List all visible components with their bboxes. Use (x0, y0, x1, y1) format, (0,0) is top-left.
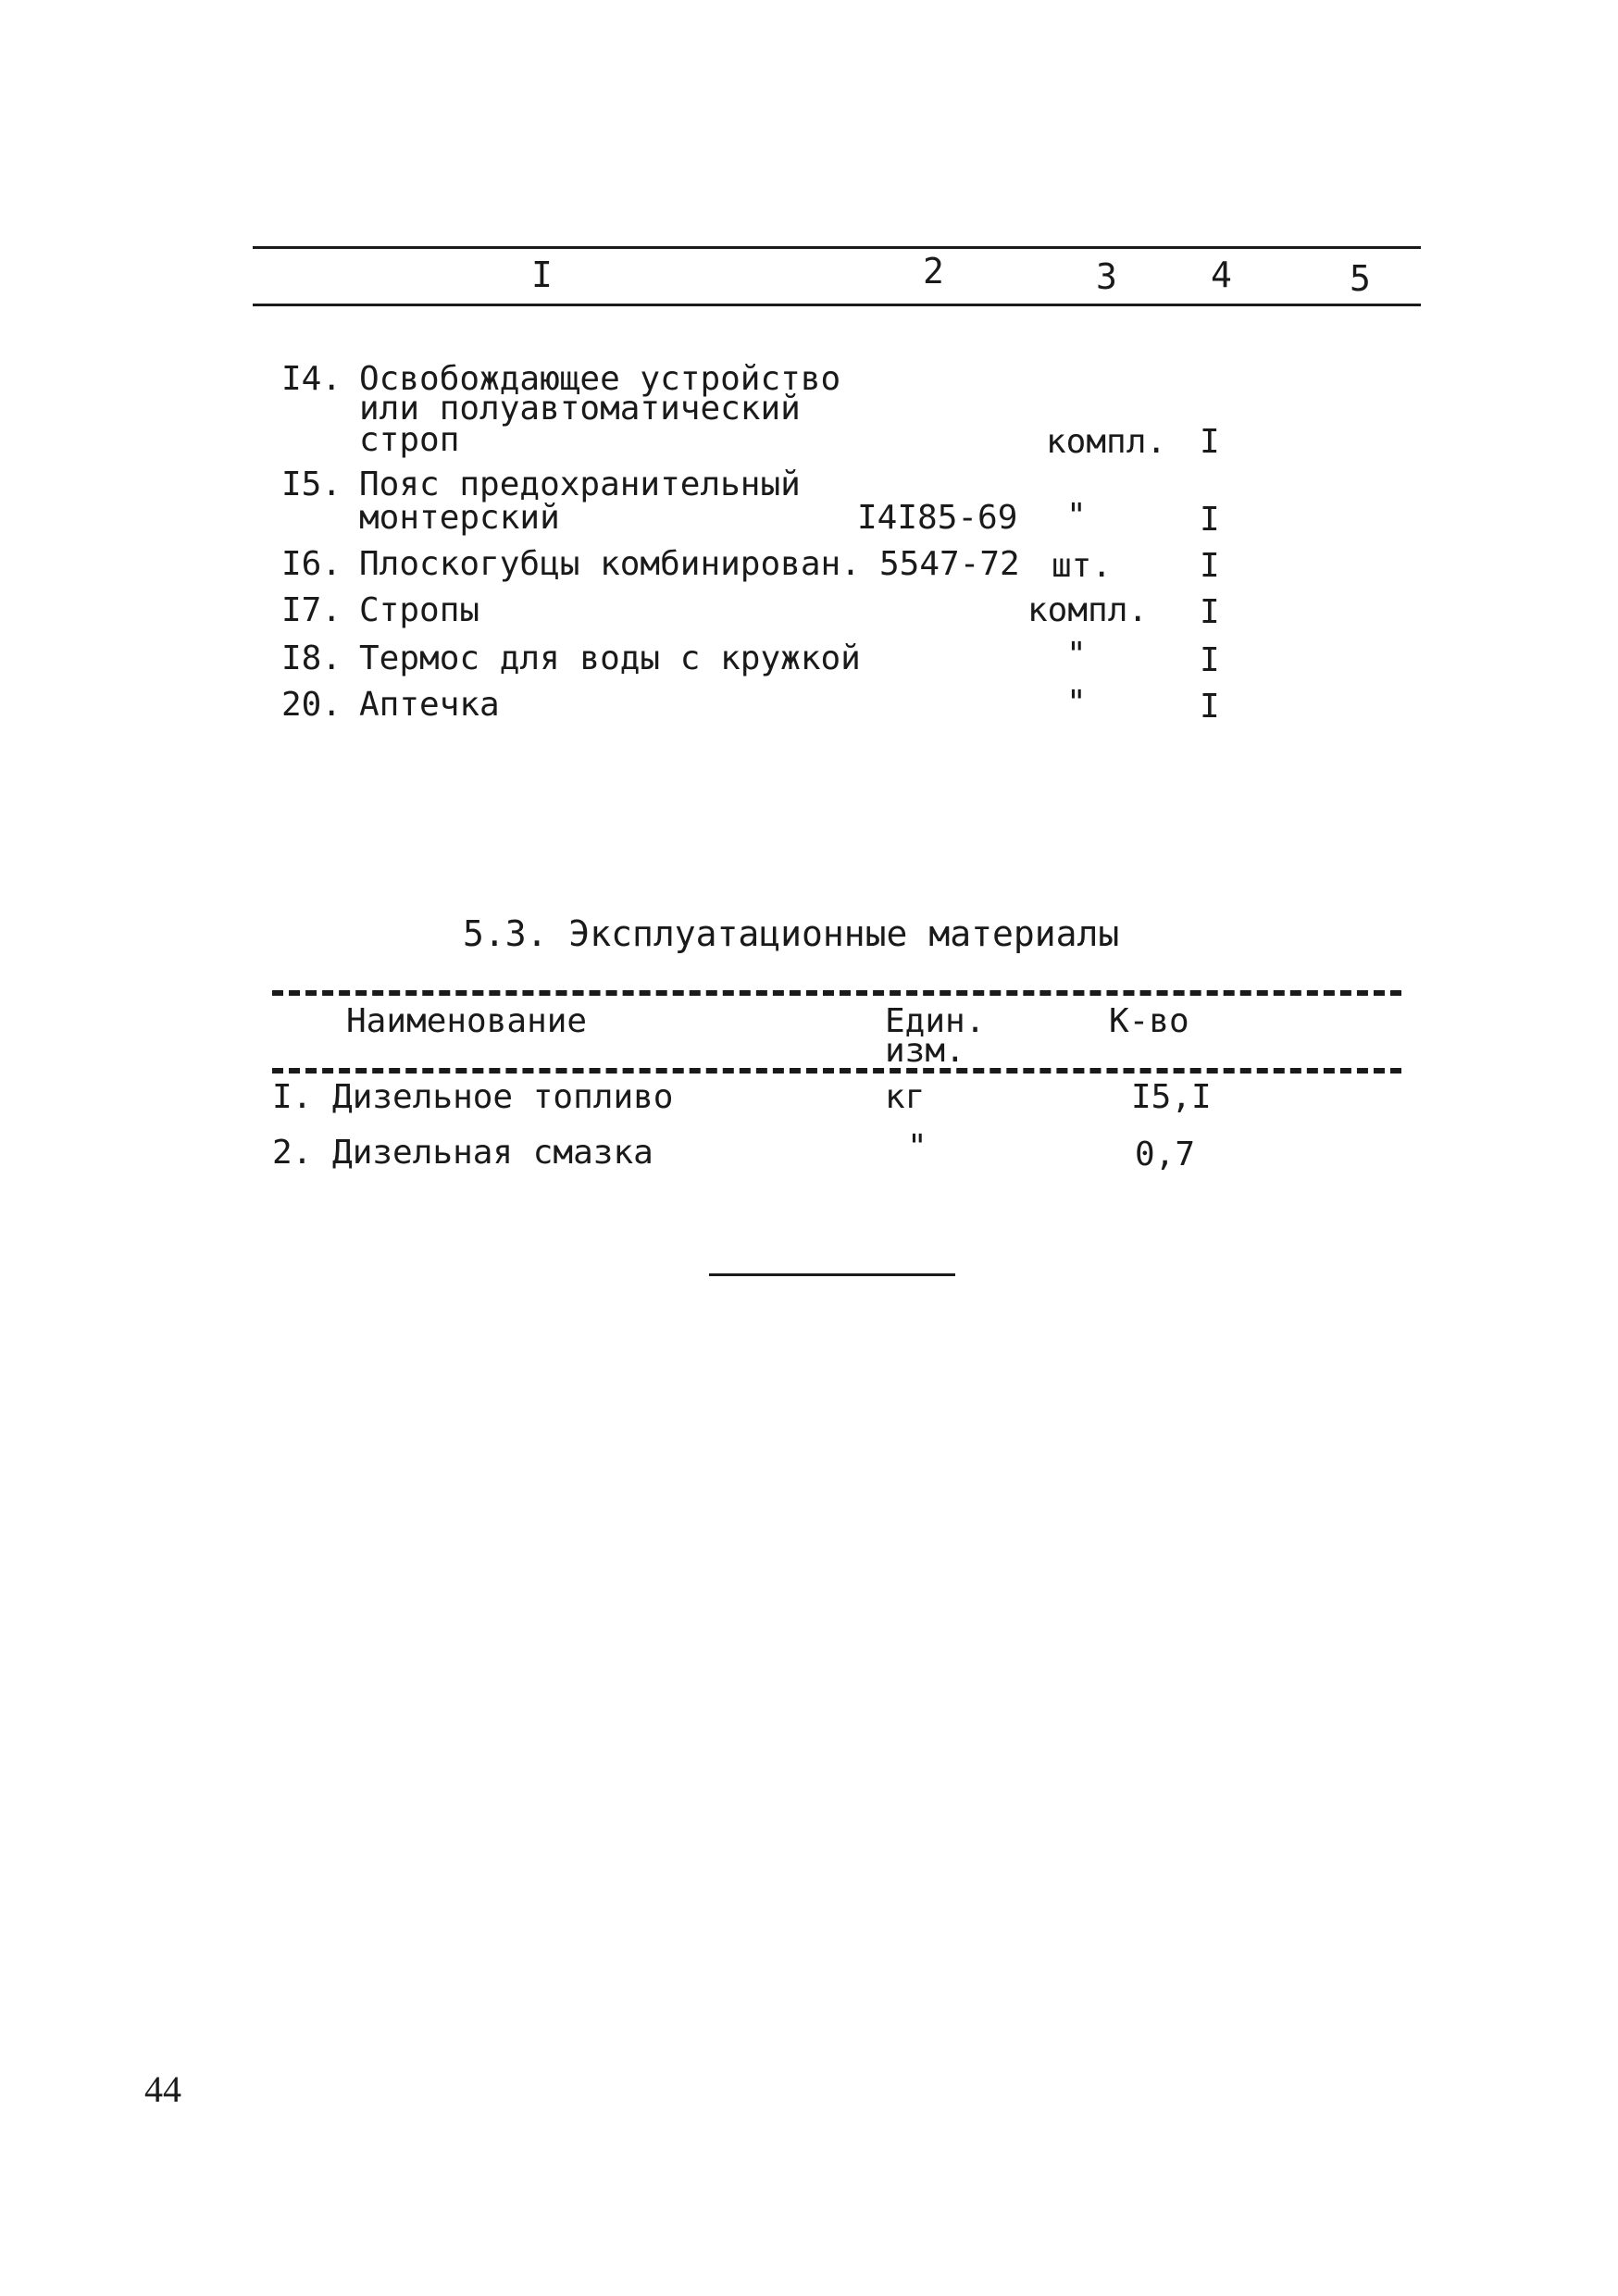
material-name: 2. Дизельная смазка (272, 1134, 653, 1172)
table1-header-rule (253, 304, 1421, 306)
row-name-line: Пояс предохранительный (359, 465, 801, 503)
material-unit: " (907, 1128, 927, 1166)
column-header-name: Наименование (346, 1002, 588, 1040)
row-qty: I (1200, 593, 1220, 631)
column-header-qty: К-во (1109, 1002, 1189, 1040)
row-qty: I (1200, 501, 1220, 539)
row-unit: " (1066, 684, 1087, 722)
row-number: 20. (281, 686, 342, 724)
page-number: 44 (144, 2068, 181, 2110)
row-name-line: строп (359, 421, 460, 459)
column-header-unit: изм. (885, 1032, 965, 1070)
table1-col-5-header: 5 (1350, 258, 1371, 299)
section-title: 5.3. Эксплуатационные материалы (463, 913, 1120, 954)
material-name: I. Дизельное топливо (272, 1078, 674, 1116)
row-number: I5. (281, 465, 342, 503)
table1-col-4-header: 4 (1211, 254, 1232, 295)
row-number: I7. (281, 591, 342, 629)
row-name-line: Освобождающее устройство (359, 360, 841, 398)
row-qty: I (1200, 423, 1220, 461)
table2-header-rule (272, 1068, 1401, 1074)
table1-top-rule (253, 246, 1421, 249)
row-name-line: Аптечка (359, 686, 500, 724)
material-qty: 0,7 (1135, 1136, 1196, 1173)
row-number: I6. (281, 545, 342, 583)
row-name-line: Термос для воды с кружкой (359, 639, 861, 677)
row-number: I4. (281, 360, 342, 398)
row-qty: I (1200, 547, 1220, 585)
row-number: I8. (281, 639, 342, 677)
material-qty: I5,I (1131, 1078, 1212, 1116)
column-header-unit: Един. (885, 1002, 986, 1040)
material-unit: кг (885, 1078, 926, 1116)
row-standard: 5547-72 (879, 545, 1020, 583)
table1-col-3-header: 3 (1096, 256, 1117, 297)
row-unit: " (1066, 636, 1087, 674)
row-unit: " (1066, 497, 1087, 535)
row-unit: шт. (1052, 547, 1113, 585)
row-standard: I4I85-69 (857, 499, 1018, 537)
row-unit: компл. (1046, 423, 1167, 461)
row-name-line: Плоскогубцы комбинирован. (359, 545, 861, 583)
table1-col-2-header: 2 (923, 251, 944, 292)
row-unit: компл. (1027, 591, 1149, 629)
end-rule (709, 1273, 955, 1276)
row-name-line: Стропы (359, 591, 480, 629)
row-name-line: монтерский (359, 499, 560, 537)
table1-col-1-header: I (531, 254, 553, 295)
table2-top-rule (272, 990, 1401, 996)
row-qty: I (1200, 641, 1220, 679)
row-name-line: или полуавтоматический (359, 390, 801, 428)
row-qty: I (1200, 688, 1220, 726)
